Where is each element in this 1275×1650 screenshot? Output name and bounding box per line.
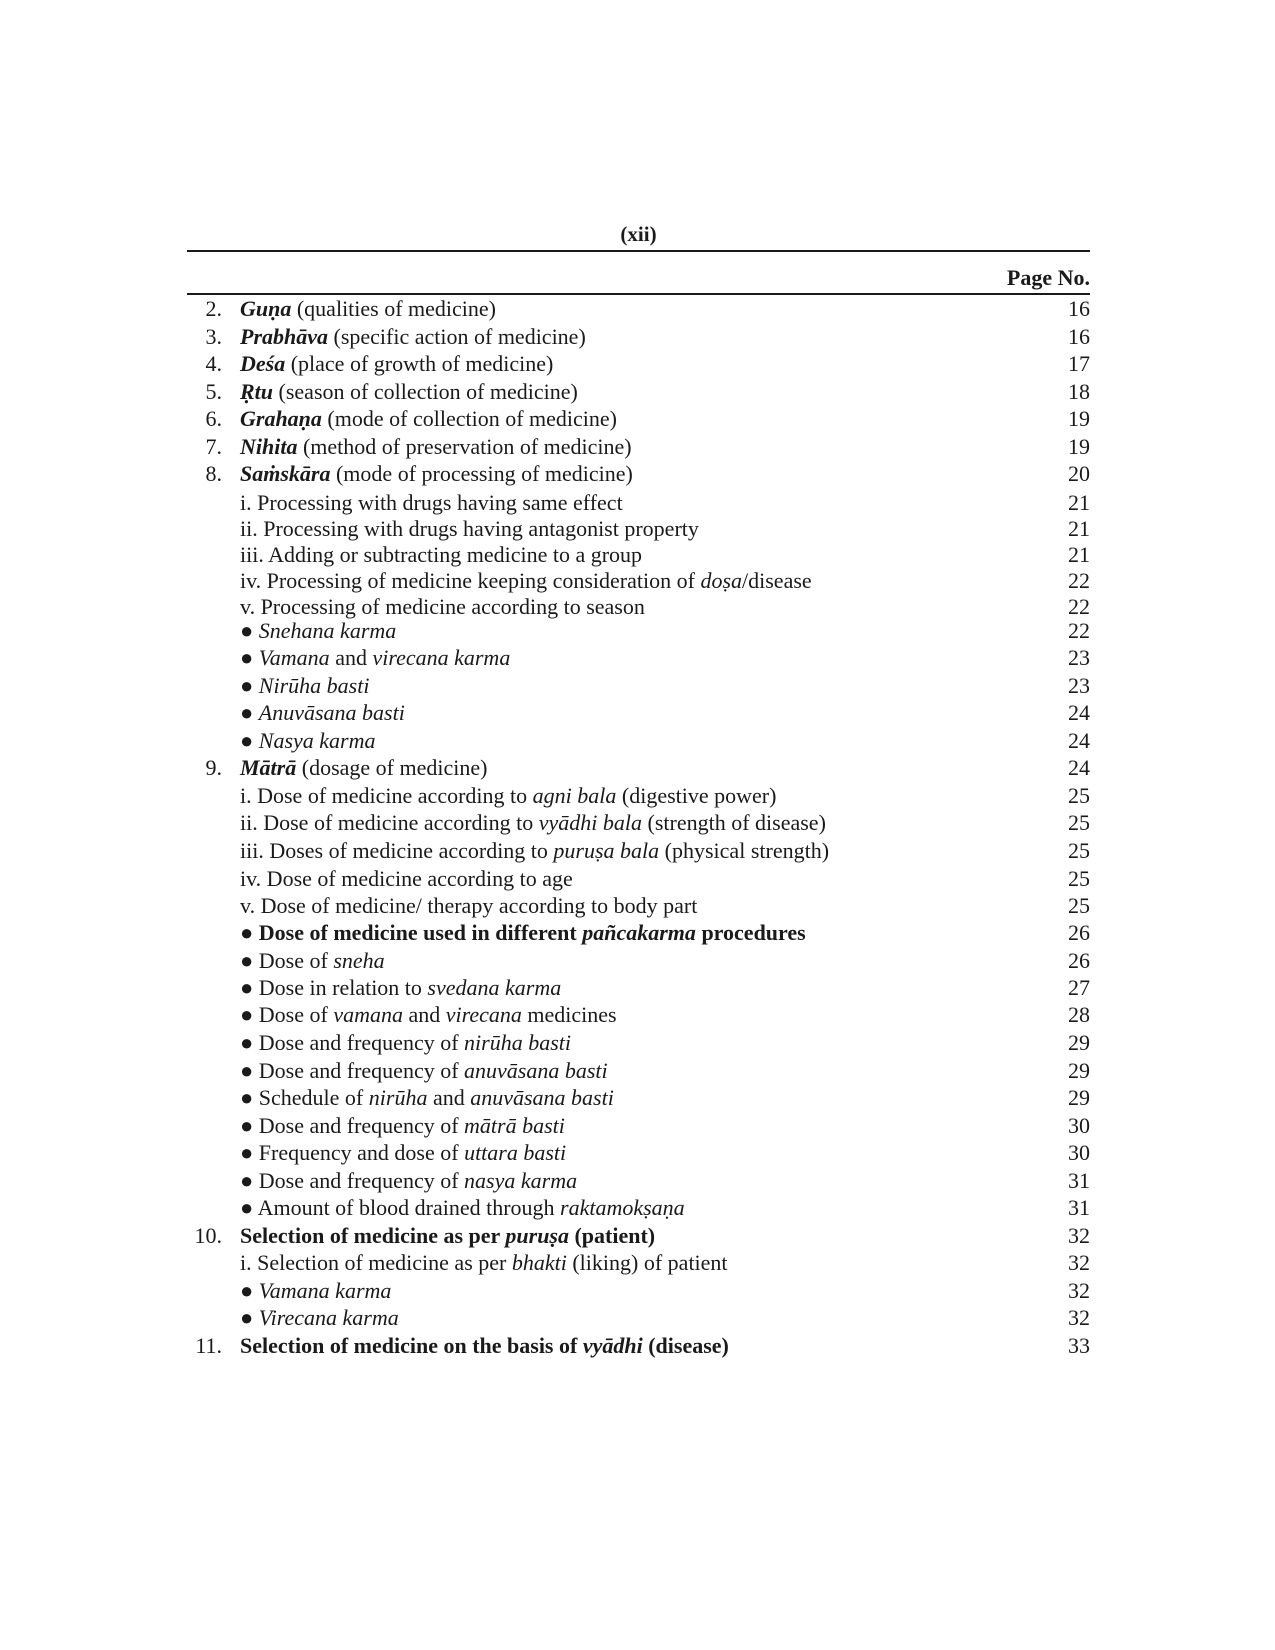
toc-row <box>187 699 1090 727</box>
toc-entry-page: 33 <box>1068 1333 1090 1358</box>
toc-title-segment: virecana karma <box>372 645 511 670</box>
toc-row <box>187 541 1090 569</box>
toc-entry-number: 2. <box>205 296 222 321</box>
toc-title-segment: Ṛtu <box>240 379 274 404</box>
toc-entry-page: 24 <box>1068 728 1090 753</box>
toc-row <box>187 405 1090 433</box>
toc-row <box>187 1139 1090 1167</box>
toc-title-segment: virecana <box>445 1002 522 1027</box>
toc-title-segment: anuvāsana basti <box>470 1085 614 1110</box>
toc-title-segment: Grahaṇa <box>240 406 322 431</box>
toc-entry-title <box>240 1139 566 1167</box>
toc-entry-title <box>240 1249 728 1277</box>
toc-title-segment: Selection of medicine on the basis of <box>240 1333 583 1358</box>
toc-entry-title <box>240 515 699 543</box>
toc-row <box>187 727 1090 755</box>
toc-row <box>187 1167 1090 1195</box>
toc-entry-page: 25 <box>1068 893 1090 918</box>
toc-entry-page: 22 <box>1068 594 1090 619</box>
toc-entry-title <box>240 782 776 810</box>
toc-entry-page: 17 <box>1068 351 1090 376</box>
toc-entry-title <box>240 1222 655 1250</box>
toc-title-segment: Snehana karma <box>258 618 397 643</box>
toc-title-segment: vyādhi <box>582 1333 643 1358</box>
toc-entry-page: 28 <box>1068 1002 1090 1027</box>
toc-title-segment: Virecana karma <box>258 1305 399 1330</box>
toc-entry-page: 31 <box>1068 1195 1090 1220</box>
toc-entry-number: 8. <box>205 461 222 486</box>
toc-entry-title <box>240 433 632 461</box>
toc-title-segment: and <box>402 1002 446 1027</box>
toc-title-segment: (patient) <box>568 1223 656 1248</box>
toc-entry-number: 5. <box>205 379 222 404</box>
toc-row <box>187 1222 1090 1250</box>
toc-title-segment: v. Processing of medicine according to season <box>240 594 645 619</box>
toc-entry-page: 26 <box>1068 948 1090 973</box>
toc-entry-title <box>240 837 829 865</box>
toc-entry-page: 25 <box>1068 783 1090 808</box>
toc-entry-page: 32 <box>1068 1278 1090 1303</box>
toc-title-segment: nirūha basti <box>464 1030 572 1055</box>
toc-title-segment: uttara basti <box>464 1140 567 1165</box>
toc-title-segment: medicines <box>521 1002 617 1027</box>
toc-entry-page: 29 <box>1068 1085 1090 1110</box>
toc-entry-page: 30 <box>1068 1140 1090 1165</box>
toc-entry-title <box>240 1084 614 1112</box>
toc-title-segment: raktamokṣaṇa <box>560 1195 685 1220</box>
toc-title-segment: ● <box>240 1305 259 1330</box>
toc-title-segment: sneha <box>333 948 385 973</box>
toc-row <box>187 1084 1090 1112</box>
toc-entry-title <box>240 350 553 378</box>
toc-entry-number: 3. <box>205 324 222 349</box>
toc-title-segment: (mode of processing of medicine) <box>330 461 633 486</box>
toc-entry-page: 25 <box>1068 866 1090 891</box>
toc-title-segment: ● Dose of <box>240 1002 334 1027</box>
toc-title-segment: iii. Doses of medicine according to <box>240 838 554 863</box>
toc-entry-title <box>240 617 396 645</box>
toc-entry-page: 21 <box>1068 542 1090 567</box>
toc-entry-page: 27 <box>1068 975 1090 1000</box>
toc-entry-page: 32 <box>1068 1250 1090 1275</box>
toc-title-segment: (dosage of medicine) <box>296 755 488 780</box>
toc-entry-title <box>240 405 617 433</box>
toc-entry-title <box>240 644 510 672</box>
toc-title-segment: ● <box>240 1278 259 1303</box>
toc-title-segment: (season of collection of medicine) <box>273 379 578 404</box>
toc-entry-number: 9. <box>205 755 222 780</box>
toc-entry-page: 21 <box>1068 490 1090 515</box>
toc-title-segment: ii. Processing with drugs having antagonist property <box>240 516 699 541</box>
toc-row <box>187 1277 1090 1305</box>
toc-row <box>187 892 1090 920</box>
toc-entry-title <box>240 1332 729 1360</box>
toc-entry-page: 16 <box>1068 324 1090 349</box>
toc-title-segment: svedana karma <box>427 975 562 1000</box>
toc-title-segment: puruṣa <box>505 1223 569 1248</box>
toc-entry-title <box>240 754 487 782</box>
toc-entry-title <box>240 919 806 947</box>
toc-row <box>187 644 1090 672</box>
toc-entry-page: 31 <box>1068 1168 1090 1193</box>
toc-entry-page: 19 <box>1068 434 1090 459</box>
toc-row <box>187 865 1090 893</box>
toc-entry-title <box>240 1167 577 1195</box>
toc-entry-page: 22 <box>1068 568 1090 593</box>
toc-title-segment: and <box>329 645 373 670</box>
toc-title-segment: i. Selection of medicine as per <box>240 1250 512 1275</box>
toc-title-segment: nirūha <box>368 1085 428 1110</box>
toc-entry-page: 25 <box>1068 838 1090 863</box>
toc-entry-title <box>240 378 578 406</box>
toc-title-segment: vamana <box>333 1002 403 1027</box>
toc-title-segment: mātrā basti <box>464 1113 565 1138</box>
toc-title-segment: (method of preservation of medicine) <box>297 434 632 459</box>
toc-entry-number: 7. <box>205 434 222 459</box>
toc-title-segment: ● Frequency and dose of <box>240 1140 465 1165</box>
toc-row <box>187 323 1090 351</box>
toc-title-segment: ● <box>240 728 259 753</box>
toc-title-segment: ● <box>240 700 259 725</box>
toc-row <box>187 433 1090 461</box>
toc-row <box>187 974 1090 1002</box>
page-no-column-header: Page No. <box>1006 265 1090 290</box>
toc-title-segment: agni bala <box>532 783 617 808</box>
toc-entry-page: 30 <box>1068 1113 1090 1138</box>
toc-title-segment: Guṇa <box>240 296 292 321</box>
toc-entry-title <box>240 295 496 323</box>
toc-row <box>187 809 1090 837</box>
toc-row <box>187 617 1090 645</box>
toc-entry-page: 23 <box>1068 645 1090 670</box>
toc-title-segment: puruṣa bala <box>553 838 660 863</box>
toc-row <box>187 947 1090 975</box>
toc-row <box>187 1057 1090 1085</box>
toc-title-segment: Vamana karma <box>258 1278 392 1303</box>
toc-row <box>187 754 1090 782</box>
toc-title-segment: ● Schedule of <box>240 1085 369 1110</box>
toc-entry-page: 24 <box>1068 700 1090 725</box>
toc-title-segment: (liking) of patient <box>566 1250 728 1275</box>
toc-entry-page: 16 <box>1068 296 1090 321</box>
toc-title-segment: Nihita <box>240 434 298 459</box>
toc-title-segment: ● <box>240 618 259 643</box>
toc-entry-number: 11. <box>195 1333 222 1358</box>
toc-title-segment: Nirūha basti <box>258 673 370 698</box>
toc-row <box>187 489 1090 517</box>
toc-title-segment: iii. Adding or subtracting medicine to a group <box>240 542 643 567</box>
toc-title-segment: ● <box>240 673 259 698</box>
toc-title-segment: (digestive power) <box>616 783 777 808</box>
toc-entry-title <box>240 1112 565 1140</box>
toc-title-segment: Selection of medicine as per <box>240 1223 506 1248</box>
toc-title-segment: pañcakarma <box>582 920 696 945</box>
toc-row <box>187 295 1090 323</box>
toc-row <box>187 1249 1090 1277</box>
toc-title-segment: i. Dose of medicine according to <box>240 783 533 808</box>
toc-title-segment: ● Dose and frequency of <box>240 1168 465 1193</box>
toc-title-segment: (specific action of medicine) <box>328 324 586 349</box>
toc-entry-page: 26 <box>1068 920 1090 945</box>
toc-entry-number: 4. <box>205 351 222 376</box>
toc-entry-title <box>240 1194 685 1222</box>
toc-row <box>187 837 1090 865</box>
toc-title-segment: ● Dose of <box>240 948 334 973</box>
contents-page <box>187 220 1090 1358</box>
toc-entry-title <box>240 541 642 569</box>
toc-title-segment: ● <box>240 645 259 670</box>
toc-entry-title <box>240 1057 608 1085</box>
header-rule <box>187 250 1090 252</box>
toc-title-segment: ii. Dose of medicine according to <box>240 810 539 835</box>
toc-entry-title <box>240 892 697 920</box>
toc-entry-number: 6. <box>205 406 222 431</box>
toc-title-segment: i. Processing with drugs having same effect <box>240 490 623 515</box>
toc-title-segment: iv. Dose of medicine according to age <box>240 866 573 891</box>
toc-row <box>187 1001 1090 1029</box>
toc-entry-title <box>240 1277 391 1305</box>
toc-title-segment: (physical strength) <box>659 838 830 863</box>
toc-title-segment: Saṁskāra <box>240 461 331 486</box>
toc-row <box>187 350 1090 378</box>
toc-row <box>187 515 1090 543</box>
toc-title-segment: ● Amount of blood drained through <box>240 1195 561 1220</box>
toc-title-segment: (strength of disease) <box>642 810 826 835</box>
toc-title-segment: ● Dose in relation to <box>240 975 428 1000</box>
toc-entry-page: 25 <box>1068 810 1090 835</box>
toc-entry-title <box>240 865 573 893</box>
toc-row <box>187 919 1090 947</box>
toc-entry-page: 18 <box>1068 379 1090 404</box>
toc-entry-title <box>240 323 586 351</box>
toc-title-segment: v. Dose of medicine/ therapy according to body part <box>240 893 698 918</box>
toc-title-segment: ● Dose and frequency of <box>240 1113 465 1138</box>
toc-title-segment: (qualities of medicine) <box>291 296 497 321</box>
toc-entry-title <box>240 727 376 755</box>
toc-title-segment: ● Dose and frequency of <box>240 1058 465 1083</box>
toc-title-segment: (place of growth of medicine) <box>285 351 554 376</box>
toc-row <box>187 378 1090 406</box>
toc-title-segment: ● Dose and frequency of <box>240 1030 465 1055</box>
toc-entry-page: 21 <box>1068 516 1090 541</box>
toc-title-segment: Deśa <box>240 351 286 376</box>
toc-entry-page: 24 <box>1068 755 1090 780</box>
toc-title-segment: /disease <box>742 568 812 593</box>
toc-entry-title <box>240 947 385 975</box>
toc-title-segment: Mātrā <box>240 755 297 780</box>
toc-entry-title <box>240 460 633 488</box>
toc-entry-title <box>240 1001 617 1029</box>
toc-entry-title <box>240 567 812 595</box>
toc-row <box>187 1112 1090 1140</box>
toc-title-segment: Anuvāsana basti <box>258 700 405 725</box>
toc-entry-page: 20 <box>1068 461 1090 486</box>
page-number-header: (xii) <box>620 222 657 246</box>
toc-title-segment: Prabhāva <box>240 324 328 349</box>
toc-entry-title <box>240 1304 399 1332</box>
toc-row <box>187 1304 1090 1332</box>
toc-title-segment: Vamana <box>258 645 330 670</box>
toc-entry-page: 29 <box>1068 1058 1090 1083</box>
toc-title-segment: procedures <box>695 920 806 945</box>
toc-entry-page: 32 <box>1068 1223 1090 1248</box>
toc-row <box>187 672 1090 700</box>
toc-title-segment: (disease) <box>642 1333 729 1358</box>
toc-entry-title <box>240 672 369 700</box>
toc-row <box>187 1029 1090 1057</box>
toc-row <box>187 567 1090 595</box>
toc-row <box>187 1332 1090 1360</box>
toc-title-segment: Nasya karma <box>258 728 376 753</box>
toc-entry-number: 10. <box>194 1223 222 1248</box>
toc-row <box>187 1194 1090 1222</box>
toc-title-segment: bhakti <box>511 1250 567 1275</box>
toc-entry-title <box>240 699 405 727</box>
toc-entry-title <box>240 489 623 517</box>
toc-title-segment: ● Dose of medicine used in different <box>240 920 583 945</box>
toc-title-segment: and <box>427 1085 471 1110</box>
toc-entry-page: 23 <box>1068 673 1090 698</box>
toc-title-segment: vyādhi bala <box>538 810 643 835</box>
toc-entry-title <box>240 974 561 1002</box>
toc-entry-title <box>240 809 826 837</box>
toc-entry-page: 29 <box>1068 1030 1090 1055</box>
toc-entry-title <box>240 1029 571 1057</box>
toc-title-segment: nasya karma <box>464 1168 578 1193</box>
toc-title-segment: doṣa <box>700 568 743 593</box>
toc-title-segment: iv. Processing of medicine keeping consideration of <box>240 568 701 593</box>
toc-entry-page: 32 <box>1068 1305 1090 1330</box>
toc-row <box>187 460 1090 488</box>
toc-title-segment: anuvāsana basti <box>464 1058 608 1083</box>
toc-entry-page: 22 <box>1068 618 1090 643</box>
toc-title-segment: (mode of collection of medicine) <box>321 406 617 431</box>
toc-row <box>187 782 1090 810</box>
toc-entry-page: 19 <box>1068 406 1090 431</box>
